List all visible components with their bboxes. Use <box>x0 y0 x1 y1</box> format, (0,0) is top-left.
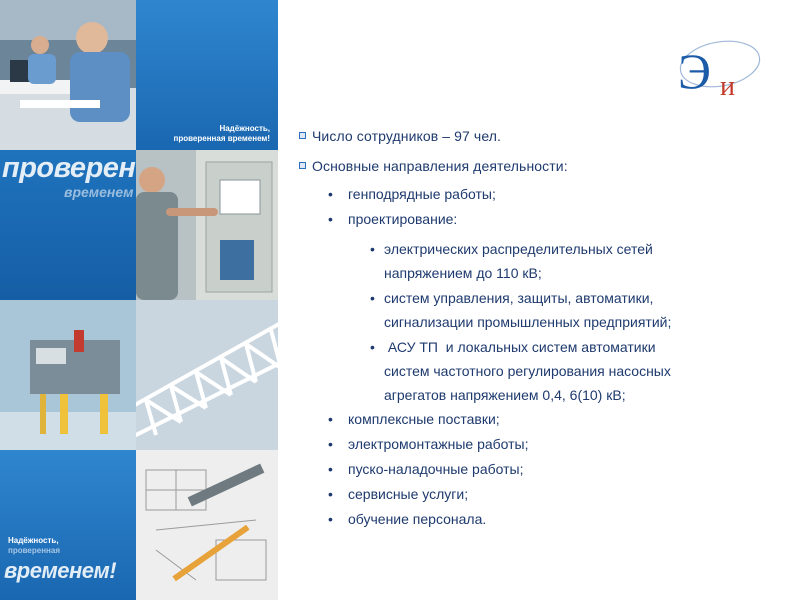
photo-steel-truss <box>136 300 278 450</box>
direction-label: пуско-наладочные работы; <box>348 461 524 477</box>
photo-engineer <box>136 150 278 300</box>
photo-control-room <box>0 0 136 150</box>
bullet-icon: • <box>328 511 333 527</box>
employees-item <box>298 126 778 146</box>
sub-line: АСУ ТП и локальных систем автоматики <box>384 339 656 355</box>
slogan-bottom-line1: Надёжность, <box>8 536 59 545</box>
directions-list <box>298 184 778 229</box>
direction-label: обучение персонала. <box>348 511 487 527</box>
big-word: проверен <box>2 152 136 184</box>
sub-line: систем управления, защиты, автоматики, <box>384 290 654 306</box>
square-bullet-icon <box>299 132 306 139</box>
bullet-icon: • <box>328 211 333 227</box>
sublist-item <box>348 335 778 407</box>
sublist-item <box>348 286 778 334</box>
slogan-top <box>174 124 270 144</box>
sub-line: напряжением до 110 кВ; <box>384 265 542 281</box>
directions-list-cont <box>298 409 778 529</box>
photo-technical-drawings <box>136 450 278 600</box>
bullet-icon: • <box>370 339 375 355</box>
big-sub: временем <box>64 184 134 200</box>
direction-label: генподрядные работы; <box>348 186 496 202</box>
company-logo <box>676 30 766 102</box>
list-item <box>298 459 778 479</box>
direction-label: электромонтажные работы; <box>348 436 529 452</box>
directions-heading: Основные направления деятельности: <box>312 158 568 174</box>
direction-label: сервисные услуги; <box>348 486 469 502</box>
list-item <box>298 484 778 504</box>
slogan-bottom-word: временем! <box>4 558 117 583</box>
list-item <box>298 184 778 204</box>
slogan-panel-top <box>136 0 278 150</box>
sub-line: электрических распределительных сетей <box>384 241 653 257</box>
sub-line: сигнализации промышленных предприятий; <box>384 314 672 330</box>
slogan-top-line2: проверенная временем! <box>173 134 270 143</box>
list-item <box>298 209 778 229</box>
big-word-panel <box>0 150 136 300</box>
logo-letter-i: и <box>720 71 735 102</box>
company-info <box>298 126 778 534</box>
list-item <box>298 509 778 529</box>
slogan-top-line1: Надёжность, <box>219 124 270 133</box>
slogan-panel-bottom <box>0 450 136 600</box>
sublist-item <box>348 237 778 285</box>
employees-text: Число сотрудников – 97 чел. <box>312 128 501 144</box>
list-item <box>298 409 778 429</box>
design-sublist <box>298 237 778 407</box>
direction-label: проектирование: <box>348 211 458 227</box>
sub-line: агрегатов напряжением 0,4, 6(10) кВ; <box>384 387 626 403</box>
direction-label: комплексные поставки; <box>348 411 500 427</box>
directions-heading-item <box>298 156 778 176</box>
image-collage <box>0 0 278 600</box>
sub-line: систем частотного регулирования насосных <box>384 363 671 379</box>
slogan-bottom <box>8 536 60 556</box>
square-bullet-icon <box>299 162 306 169</box>
bullet-icon: • <box>328 461 333 477</box>
bullet-icon: • <box>328 436 333 452</box>
logo-letter-e: Э <box>678 43 712 99</box>
slogan-bottom-line2: проверенная <box>8 546 60 555</box>
bullet-icon: • <box>328 486 333 502</box>
photo-offshore-platform <box>0 300 136 450</box>
list-item <box>298 434 778 454</box>
bullet-icon: • <box>370 290 375 306</box>
bullet-icon: • <box>328 186 333 202</box>
bullet-icon: • <box>328 411 333 427</box>
bullet-icon: • <box>370 241 375 257</box>
